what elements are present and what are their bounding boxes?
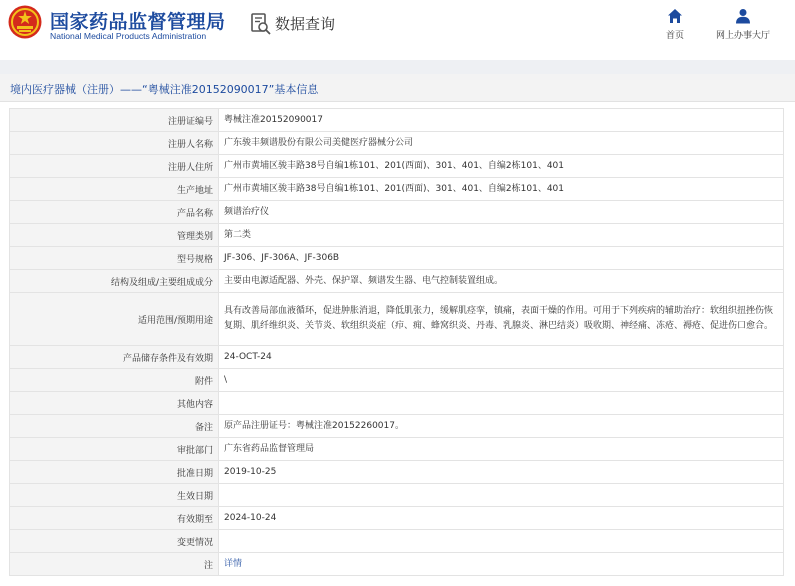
field-label: 注 (10, 553, 219, 576)
field-value: 频谱治疗仪 (219, 201, 784, 224)
field-value (219, 484, 784, 507)
table-row (10, 178, 784, 201)
field-value: 广东省药品监督管理局 (219, 438, 784, 461)
details-link[interactable]: 详情 (224, 558, 243, 569)
field-label: 附件 (10, 369, 219, 392)
field-label: 注册人住所 (10, 155, 219, 178)
table-row (10, 293, 784, 346)
table-row (10, 415, 784, 438)
field-value: JF-306、JF-306A、JF-306B (219, 247, 784, 270)
header-divider (0, 60, 795, 74)
field-value (219, 553, 784, 576)
field-label: 变更情况 (10, 530, 219, 553)
table-row (10, 369, 784, 392)
field-value: 2019-10-25 (219, 461, 784, 484)
table-row (10, 438, 784, 461)
nav-home-link[interactable] (655, 8, 695, 44)
field-label: 生产地址 (10, 178, 219, 201)
field-value: 粤械注准20152090017 (219, 109, 784, 132)
query-title: 数据查询 (275, 15, 336, 33)
field-label: 审批部门 (10, 438, 219, 461)
table-row (10, 553, 784, 576)
site-name-cn: 国家药品监督管理局 (50, 11, 226, 33)
nav-online-hall-label: 网上办事大厅 (715, 31, 770, 41)
field-label: 管理类别 (10, 224, 219, 247)
home-icon (667, 8, 683, 24)
field-value: \ (219, 369, 784, 392)
site-name-en: National Medical Products Administration (50, 31, 207, 41)
field-label: 产品名称 (10, 201, 219, 224)
field-label: 备注 (10, 415, 219, 438)
breadcrumb: 境内医疗器械（注册）——“粤械注准20152090017”基本信息 (10, 83, 319, 96)
field-value: 主要由电源适配器、外壳、保护罩、频谱发生器、电气控制装置组成。 (219, 270, 784, 293)
table-row (10, 155, 784, 178)
field-label: 注册证编号 (10, 109, 219, 132)
table-row (10, 346, 784, 369)
table-row (10, 247, 784, 270)
field-label: 有效期至 (10, 507, 219, 530)
field-label: 结构及组成/主要组成成分 (10, 270, 219, 293)
table-row (10, 132, 784, 155)
field-value: 24-OCT-24 (219, 346, 784, 369)
field-label: 注册人名称 (10, 132, 219, 155)
field-value (219, 530, 784, 553)
table-row (10, 461, 784, 484)
field-value: 2024-10-24 (219, 507, 784, 530)
table-row (10, 507, 784, 530)
field-value: 原产品注册证号：粤械注准20152260017。 (219, 415, 784, 438)
field-label: 型号规格 (10, 247, 219, 270)
field-label: 适用范围/预期用途 (10, 293, 219, 346)
table-row (10, 224, 784, 247)
field-value: 广州市黄埔区骏丰路38号自编1栋101、201(西面)、301、401、自编2栋101、401 (219, 155, 784, 178)
field-value: 第二类 (219, 224, 784, 247)
nav-online-hall-link[interactable] (708, 8, 778, 44)
field-label: 其他内容 (10, 392, 219, 415)
national-emblem-icon (8, 5, 42, 39)
device-detail-table (9, 108, 784, 576)
field-label: 批准日期 (10, 461, 219, 484)
document-search-icon (251, 13, 271, 35)
table-row (10, 109, 784, 132)
table-row (10, 392, 784, 415)
field-value: 广州市黄埔区骏丰路38号自编1栋101、201(西面)、301、401、自编2栋101、401 (219, 178, 784, 201)
field-label: 生效日期 (10, 484, 219, 507)
table-row (10, 201, 784, 224)
field-value: 广东骏丰频谱股份有限公司美健医疗器械分公司 (219, 132, 784, 155)
field-label: 产品储存条件及有效期 (10, 346, 219, 369)
table-row (10, 530, 784, 553)
user-icon (735, 8, 751, 24)
table-row (10, 484, 784, 507)
site-header (0, 0, 795, 60)
nav-home-label: 首页 (665, 31, 684, 41)
field-value (219, 392, 784, 415)
field-value: 具有改善局部血液循环，促进肿胀消退，降低肌张力，缓解肌痉挛，镇痛，表面干燥的作用。可用于下列疾病的辅助治疗：软组织扭挫伤恢复期、肌纤维织炎、关节炎、软组织炎症（疖、痈、蜂窝织炎、丹毒、乳腺炎、淋巴结炎）吸收期、神经痛、冻疮、褥疮、促进伤口愈合。 (219, 293, 784, 346)
table-row (10, 270, 784, 293)
breadcrumb-bar (0, 74, 795, 102)
